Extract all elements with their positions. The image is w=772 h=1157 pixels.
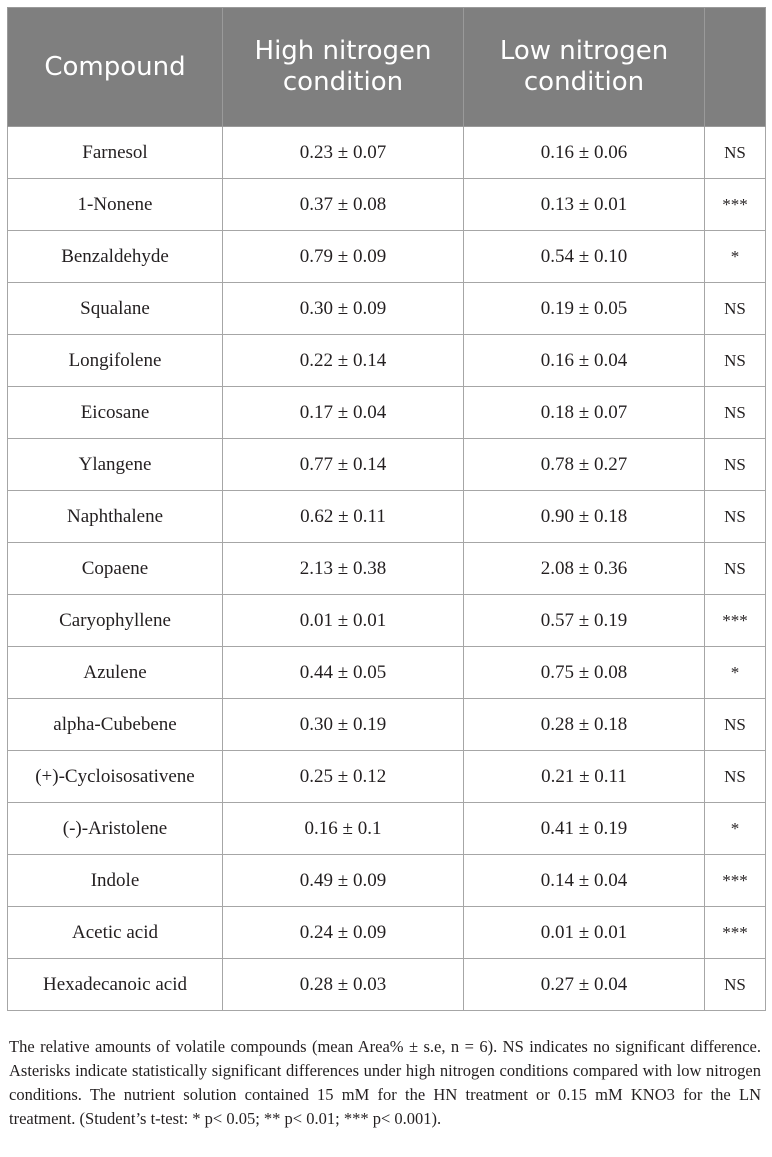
- cell-compound: Squalane: [8, 283, 223, 335]
- cell-compound: Naphthalene: [8, 491, 223, 543]
- table-row: [8, 699, 766, 751]
- cell-low-nitrogen: 0.01 ± 0.01: [464, 907, 705, 959]
- cell-low-nitrogen: 0.41 ± 0.19: [464, 803, 705, 855]
- cell-high-nitrogen: 2.13 ± 0.38: [223, 543, 464, 595]
- cell-low-nitrogen: 0.16 ± 0.06: [464, 127, 705, 179]
- cell-significance: *: [705, 231, 766, 283]
- cell-compound: Caryophyllene: [8, 595, 223, 647]
- header-low-nitrogen: Low nitrogen condition: [464, 8, 705, 127]
- cell-low-nitrogen: 2.08 ± 0.36: [464, 543, 705, 595]
- table-row: [8, 179, 766, 231]
- table-row: [8, 595, 766, 647]
- cell-significance: NS: [705, 491, 766, 543]
- cell-significance: ***: [705, 179, 766, 231]
- cell-significance: NS: [705, 751, 766, 803]
- cell-high-nitrogen: 0.44 ± 0.05: [223, 647, 464, 699]
- table-row: [8, 647, 766, 699]
- cell-low-nitrogen: 0.57 ± 0.19: [464, 595, 705, 647]
- cell-compound: (+)-Cycloisosativene: [8, 751, 223, 803]
- cell-compound: Azulene: [8, 647, 223, 699]
- cell-low-nitrogen: 0.78 ± 0.27: [464, 439, 705, 491]
- cell-significance: NS: [705, 283, 766, 335]
- cell-low-nitrogen: 0.19 ± 0.05: [464, 283, 705, 335]
- header-significance: [705, 8, 766, 127]
- table-row: [8, 335, 766, 387]
- cell-low-nitrogen: 0.21 ± 0.11: [464, 751, 705, 803]
- table-caption: The relative amounts of volatile compounds (mean Area% ± s.e, n = 6). NS indicates no significant difference. Asterisks indicate statistically significant differences under high nitrogen conditions compared with low nitrogen conditions. The nutrient solution contained 15 mM for the HN treatment or 0.15 mM KNO3 for the LN treatment. (Student’s t-test: * p< 0.05; ** p< 0.01; *** p< 0.001).: [9, 1036, 761, 1128]
- cell-compound: Farnesol: [8, 127, 223, 179]
- cell-significance: NS: [705, 335, 766, 387]
- cell-low-nitrogen: 0.54 ± 0.10: [464, 231, 705, 283]
- data-table-container: [7, 7, 765, 1011]
- table-row: [8, 231, 766, 283]
- cell-high-nitrogen: 0.17 ± 0.04: [223, 387, 464, 439]
- table-row: [8, 439, 766, 491]
- cell-low-nitrogen: 0.18 ± 0.07: [464, 387, 705, 439]
- cell-compound: Longifolene: [8, 335, 223, 387]
- cell-compound: Acetic acid: [8, 907, 223, 959]
- table-row: [8, 803, 766, 855]
- cell-high-nitrogen: 0.25 ± 0.12: [223, 751, 464, 803]
- cell-compound: Hexadecanoic acid: [8, 959, 223, 1011]
- table-row: [8, 283, 766, 335]
- compound-table: [7, 7, 766, 1011]
- cell-significance: ***: [705, 855, 766, 907]
- cell-high-nitrogen: 0.30 ± 0.09: [223, 283, 464, 335]
- cell-high-nitrogen: 0.16 ± 0.1: [223, 803, 464, 855]
- table-row: [8, 387, 766, 439]
- cell-significance: *: [705, 647, 766, 699]
- header-row: [8, 8, 766, 127]
- cell-compound: Copaene: [8, 543, 223, 595]
- cell-significance: NS: [705, 959, 766, 1011]
- cell-low-nitrogen: 0.90 ± 0.18: [464, 491, 705, 543]
- cell-significance: NS: [705, 127, 766, 179]
- cell-compound: alpha-Cubebene: [8, 699, 223, 751]
- cell-high-nitrogen: 0.28 ± 0.03: [223, 959, 464, 1011]
- table-row: [8, 491, 766, 543]
- cell-significance: NS: [705, 699, 766, 751]
- cell-compound: (-)-Aristolene: [8, 803, 223, 855]
- cell-high-nitrogen: 0.01 ± 0.01: [223, 595, 464, 647]
- table-row: [8, 127, 766, 179]
- table-row: [8, 855, 766, 907]
- cell-significance: ***: [705, 907, 766, 959]
- cell-high-nitrogen: 0.79 ± 0.09: [223, 231, 464, 283]
- cell-high-nitrogen: 0.22 ± 0.14: [223, 335, 464, 387]
- cell-high-nitrogen: 0.23 ± 0.07: [223, 127, 464, 179]
- table-body: [8, 127, 766, 1011]
- cell-compound: Indole: [8, 855, 223, 907]
- cell-high-nitrogen: 0.37 ± 0.08: [223, 179, 464, 231]
- cell-compound: 1-Nonene: [8, 179, 223, 231]
- cell-high-nitrogen: 0.62 ± 0.11: [223, 491, 464, 543]
- cell-low-nitrogen: 0.27 ± 0.04: [464, 959, 705, 1011]
- cell-low-nitrogen: 0.75 ± 0.08: [464, 647, 705, 699]
- table-row: [8, 751, 766, 803]
- cell-high-nitrogen: 0.30 ± 0.19: [223, 699, 464, 751]
- cell-significance: NS: [705, 543, 766, 595]
- cell-low-nitrogen: 0.13 ± 0.01: [464, 179, 705, 231]
- table-row: [8, 543, 766, 595]
- cell-low-nitrogen: 0.28 ± 0.18: [464, 699, 705, 751]
- table-row: [8, 959, 766, 1011]
- cell-high-nitrogen: 0.77 ± 0.14: [223, 439, 464, 491]
- cell-significance: ***: [705, 595, 766, 647]
- cell-significance: NS: [705, 439, 766, 491]
- cell-low-nitrogen: 0.16 ± 0.04: [464, 335, 705, 387]
- cell-high-nitrogen: 0.24 ± 0.09: [223, 907, 464, 959]
- cell-high-nitrogen: 0.49 ± 0.09: [223, 855, 464, 907]
- cell-compound: Benzaldehyde: [8, 231, 223, 283]
- header-high-nitrogen: High nitrogen condition: [223, 8, 464, 127]
- header-compound: Compound: [8, 8, 223, 127]
- cell-significance: *: [705, 803, 766, 855]
- cell-compound: Ylangene: [8, 439, 223, 491]
- cell-low-nitrogen: 0.14 ± 0.04: [464, 855, 705, 907]
- cell-significance: NS: [705, 387, 766, 439]
- cell-compound: Eicosane: [8, 387, 223, 439]
- table-row: [8, 907, 766, 959]
